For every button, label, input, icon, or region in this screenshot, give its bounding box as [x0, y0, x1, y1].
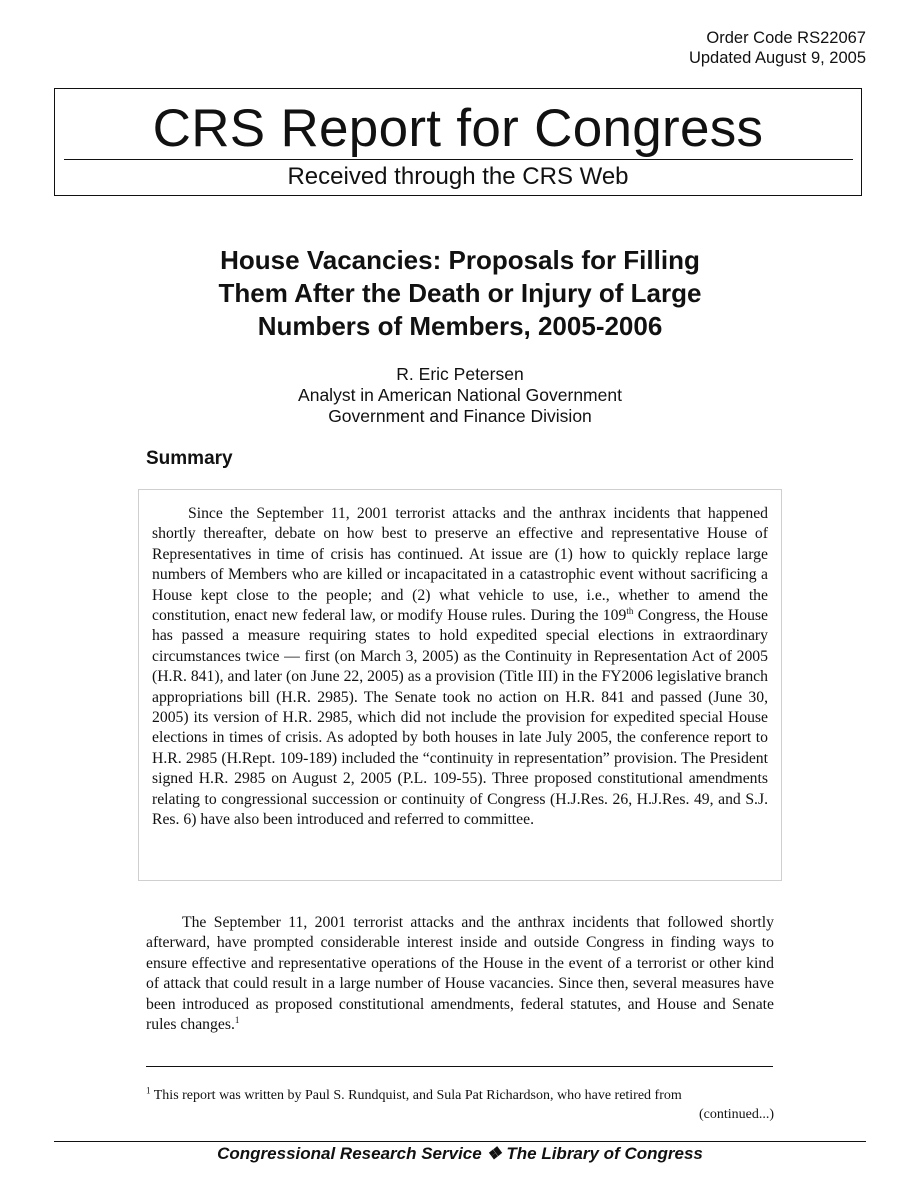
footer-divider	[54, 1141, 866, 1142]
report-title-line: Numbers of Members, 2005-2006	[257, 311, 663, 341]
summary-heading: Summary	[146, 448, 233, 469]
footer-text: Congressional Research Service ❖ The Library of Congress	[217, 1144, 703, 1163]
masthead-subtitle: Received through the CRS Web	[287, 163, 629, 190]
report-title-line: House Vacancies: Proposals for Filling	[220, 245, 700, 275]
updated-date: Updated August 9, 2005	[688, 49, 866, 67]
order-code: Order Code RS22067	[706, 29, 866, 47]
summary-box	[138, 489, 782, 881]
body-paragraph	[146, 913, 774, 1035]
footnote-divider	[146, 1066, 773, 1067]
order-code-block	[689, 28, 866, 68]
summary-text-part: Congress, the House has passed a measure requiring states to hold expedited special elections in extraordinary circumstances twice — first (on March 3, 2005) as the Continuity in Representation Act of 2005 (H.R. 841), and later (on June 22, 2005) as a provision (Title III) in the FY2006 legislative branch appropriations bill (H.R. 2985). The Senate took no action on H.R. 841 and passed (June 30, 2005) its version of H.R. 2985, which did not include the provision for expedited special House elections in times of crisis. As adopted by both houses in late July 2005, the conference report to H.R. 2985 (H.Rept. 109-189) included the “continuity in representation” provision. The President signed H.R. 2985 on August 2, 2005 (P.L. 109-55). Three proposed constitutional amendments relating to congressional succession or continuity of Congress (H.J.Res. 26, H.J.Res. 49, and S.J. Res. 6) have also been introduced and referred to committee.	[152, 607, 768, 829]
author-division: Government and Finance Division	[328, 406, 592, 426]
summary-text-part: Since the September 11, 2001 terrorist attacks and the anthrax incidents that happened shortly thereafter, debate on how best to preserve an effective and representative House of Representatives in time of crisis has continued. At issue are (1) how to quickly replace large numbers of Members who are killed or incapacitated in a catastrophic event without sacrificing a House kept close to the people; and (2) what vehicle to use, i.e., whether to amend the constitution, enact new federal law, or modify House rules. During the 109	[152, 505, 768, 625]
footnote-marker: 1	[146, 1085, 151, 1096]
report-title-line: Them After the Death or Injury of Large	[218, 278, 702, 308]
masthead	[54, 88, 862, 196]
masthead-title: CRS Report for Congress	[152, 99, 764, 158]
footnote	[146, 1086, 774, 1105]
footnote-reference[interactable]: 1	[234, 1014, 240, 1025]
footnote-text: This report was written by Paul S. Rundquist, and Sula Pat Richardson, who have retired from	[150, 1088, 682, 1103]
author-name: R. Eric Petersen	[396, 364, 524, 384]
ordinal-superscript: th	[626, 605, 634, 616]
footnote-continued: (continued...)	[698, 1107, 774, 1122]
masthead-divider	[64, 159, 853, 160]
author-position: Analyst in American National Government	[298, 385, 622, 405]
report-title	[0, 244, 920, 343]
summary-text	[152, 504, 768, 831]
body-paragraph-text: The September 11, 2001 terrorist attacks and the anthrax incidents that followed shortly afterward, have prompted considerable interest inside and outside Congress in finding ways to ensure effective and representative operations of the House in the event of a terrorist or other kind of attack that could result in a large number of House vacancies. Since then, several measures have been introduced as proposed constitutional amendments, federal statutes, and House and Senate rules changes.	[146, 914, 774, 1034]
author-block	[0, 364, 920, 427]
